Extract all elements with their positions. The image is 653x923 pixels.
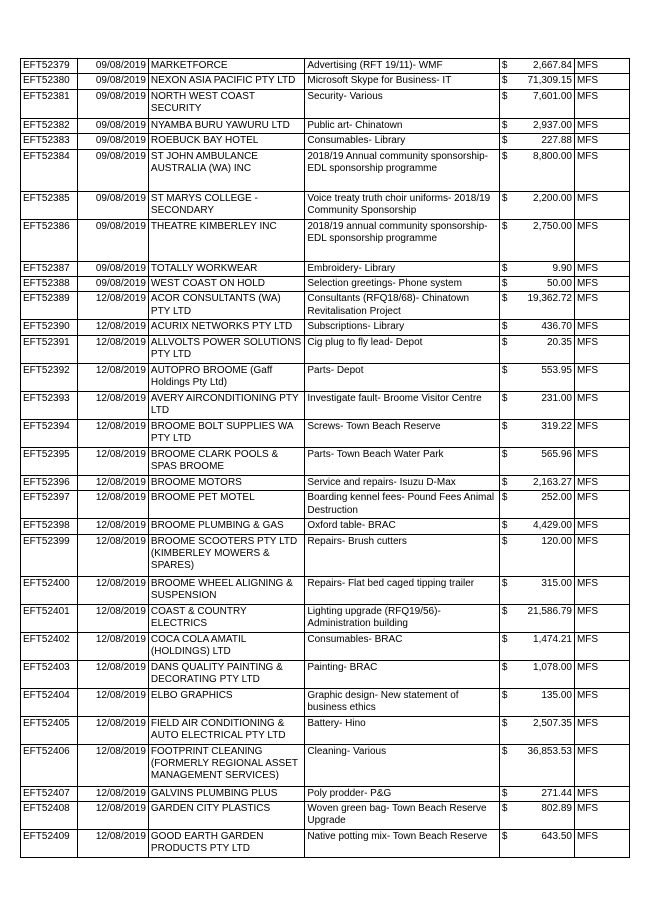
eft-number: EFT52407 [21,786,78,801]
eft-number: EFT52387 [21,261,78,276]
payment-amount: 50.00 [509,277,575,292]
payee-name: COAST & COUNTRY ELECTRICS [148,604,304,632]
payment-amount: 20.35 [509,335,575,363]
payment-date: 09/08/2019 [78,74,149,89]
payment-date: 12/08/2019 [78,391,149,419]
eft-number: EFT52381 [21,89,78,118]
table-row [21,716,630,744]
payment-date: 12/08/2019 [78,447,149,475]
payment-description: Parts- Town Beach Water Park [305,447,500,475]
payment-amount: 231.00 [509,391,575,419]
currency-symbol: $ [499,632,509,660]
department-code: MFS [574,534,629,576]
payment-amount: 2,507.35 [509,716,575,744]
payment-description: Security- Various [305,89,500,118]
payee-name: GOOD EARTH GARDEN PRODUCTS PTY LTD [148,830,304,858]
payee-name: BROOME WHEEL ALIGNING & SUSPENSION [148,576,304,604]
table-row [21,744,630,786]
department-code: MFS [574,391,629,419]
payment-description: Parts- Depot [305,363,500,391]
eft-number: EFT52391 [21,335,78,363]
currency-symbol: $ [499,491,509,519]
payment-amount: 565.96 [509,447,575,475]
payment-amount: 4,429.00 [509,519,575,534]
payee-name: NYAMBA BURU YAWURU LTD [148,118,304,133]
payment-date: 09/08/2019 [78,134,149,149]
payment-date: 12/08/2019 [78,802,149,830]
eft-number: EFT52392 [21,363,78,391]
eft-number: EFT52405 [21,716,78,744]
eft-number: EFT52383 [21,134,78,149]
payment-amount: 8,800.00 [509,149,575,191]
payment-description: Service and repairs- Isuzu D-Max [305,475,500,490]
currency-symbol: $ [499,149,509,191]
table-row [21,632,630,660]
currency-symbol: $ [499,363,509,391]
payment-description: Consumables- BRAC [305,632,500,660]
department-code: MFS [574,802,629,830]
payee-name: NEXON ASIA PACIFIC PTY LTD [148,74,304,89]
payment-description: 2018/19 Annual community sponsorship- EDL sponsorship programme [305,149,500,191]
payment-amount: 21,586.79 [509,604,575,632]
payment-date: 12/08/2019 [78,491,149,519]
table-row [21,59,630,74]
table-row [21,534,630,576]
table-row [21,320,630,335]
eft-number: EFT52388 [21,277,78,292]
currency-symbol: $ [499,59,509,74]
payment-date: 12/08/2019 [78,830,149,858]
table-row [21,491,630,519]
payment-description: Battery- Hino [305,716,500,744]
payment-description: Native potting mix- Town Beach Reserve [305,830,500,858]
payee-name: ALLVOLTS POWER SOLUTIONS PTY LTD [148,335,304,363]
table-row [21,219,630,261]
payment-date: 09/08/2019 [78,149,149,191]
table-row [21,261,630,276]
table-row [21,419,630,447]
payment-description: Poly prodder- P&G [305,786,500,801]
payments-table-body [21,59,630,858]
payment-date: 12/08/2019 [78,688,149,716]
department-code: MFS [574,277,629,292]
payment-amount: 71,309.15 [509,74,575,89]
payment-date: 12/08/2019 [78,744,149,786]
department-code: MFS [574,59,629,74]
eft-number: EFT52402 [21,632,78,660]
payment-amount: 7,601.00 [509,89,575,118]
eft-number: EFT52403 [21,660,78,688]
department-code: MFS [574,149,629,191]
eft-number: EFT52409 [21,830,78,858]
payment-date: 12/08/2019 [78,786,149,801]
department-code: MFS [574,786,629,801]
currency-symbol: $ [499,744,509,786]
payment-date: 12/08/2019 [78,716,149,744]
payment-date: 12/08/2019 [78,519,149,534]
eft-number: EFT52396 [21,475,78,490]
payment-description: Microsoft Skype for Business- IT [305,74,500,89]
department-code: MFS [574,716,629,744]
currency-symbol: $ [499,292,509,320]
department-code: MFS [574,604,629,632]
currency-symbol: $ [499,134,509,149]
table-row [21,89,630,118]
payment-amount: 553.95 [509,363,575,391]
department-code: MFS [574,261,629,276]
department-code: MFS [574,830,629,858]
payment-description: Consumables- Library [305,134,500,149]
payment-date: 12/08/2019 [78,335,149,363]
department-code: MFS [574,89,629,118]
eft-number: EFT52384 [21,149,78,191]
payee-name: BROOME BOLT SUPPLIES WA PTY LTD [148,419,304,447]
payment-description: Voice treaty truth choir uniforms- 2018/19 Community Sponsorship [305,191,500,219]
payment-description: Subscriptions- Library [305,320,500,335]
payment-amount: 319.22 [509,419,575,447]
payment-description: Public art- Chinatown [305,118,500,133]
payment-date: 09/08/2019 [78,59,149,74]
eft-number: EFT52394 [21,419,78,447]
payee-name: ST JOHN AMBULANCE AUSTRALIA (WA) INC [148,149,304,191]
eft-number: EFT52404 [21,688,78,716]
payee-name: BROOME SCOOTERS PTY LTD (KIMBERLEY MOWERS & SPARES) [148,534,304,576]
payment-amount: 36,853.53 [509,744,575,786]
payee-name: GARDEN CITY PLASTICS [148,802,304,830]
eft-number: EFT52397 [21,491,78,519]
payment-date: 09/08/2019 [78,89,149,118]
payee-name: ELBO GRAPHICS [148,688,304,716]
currency-symbol: $ [499,534,509,576]
eft-number: EFT52382 [21,118,78,133]
table-row [21,447,630,475]
payment-amount: 1,474.21 [509,632,575,660]
currency-symbol: $ [499,74,509,89]
eft-number: EFT52406 [21,744,78,786]
eft-number: EFT52390 [21,320,78,335]
payment-description: Consultants (RFQ18/68)- Chinatown Revitalisation Project [305,292,500,320]
payment-description: Lighting upgrade (RFQ19/56)- Administration building [305,604,500,632]
payee-name: ROEBUCK BAY HOTEL [148,134,304,149]
payee-name: FOOTPRINT CLEANING (FORMERLY REGIONAL ASSET MANAGEMENT SERVICES) [148,744,304,786]
eft-number: EFT52408 [21,802,78,830]
payee-name: BROOME PET MOTEL [148,491,304,519]
department-code: MFS [574,363,629,391]
department-code: MFS [574,219,629,261]
table-row [21,191,630,219]
payee-name: BROOME CLARK POOLS & SPAS BROOME [148,447,304,475]
department-code: MFS [574,419,629,447]
payment-description: Oxford table- BRAC [305,519,500,534]
payment-date: 09/08/2019 [78,277,149,292]
payment-date: 12/08/2019 [78,576,149,604]
currency-symbol: $ [499,786,509,801]
payment-amount: 315.00 [509,576,575,604]
currency-symbol: $ [499,335,509,363]
department-code: MFS [574,74,629,89]
payment-description: Repairs- Brush cutters [305,534,500,576]
currency-symbol: $ [499,219,509,261]
currency-symbol: $ [499,419,509,447]
currency-symbol: $ [499,576,509,604]
payment-date: 12/08/2019 [78,632,149,660]
payment-amount: 1,078.00 [509,660,575,688]
payment-description: Selection greetings- Phone system [305,277,500,292]
eft-number: EFT52380 [21,74,78,89]
department-code: MFS [574,632,629,660]
payment-date: 09/08/2019 [78,261,149,276]
eft-number: EFT52385 [21,191,78,219]
eft-number: EFT52386 [21,219,78,261]
department-code: MFS [574,660,629,688]
payment-amount: 227.88 [509,134,575,149]
payment-description: 2018/19 annual community sponsorship- EDL sponsorship programme [305,219,500,261]
table-row [21,292,630,320]
table-row [21,335,630,363]
table-row [21,802,630,830]
currency-symbol: $ [499,118,509,133]
payment-date: 12/08/2019 [78,604,149,632]
department-code: MFS [574,491,629,519]
payee-name: AVERY AIRCONDITIONING PTY LTD [148,391,304,419]
payee-name: TOTALLY WORKWEAR [148,261,304,276]
table-row [21,277,630,292]
table-row [21,660,630,688]
table-row [21,134,630,149]
payment-amount: 135.00 [509,688,575,716]
department-code: MFS [574,519,629,534]
payment-amount: 19,362.72 [509,292,575,320]
payee-name: COCA COLA AMATIL (HOLDINGS) LTD [148,632,304,660]
payee-name: BROOME PLUMBING & GAS [148,519,304,534]
table-row [21,688,630,716]
department-code: MFS [574,335,629,363]
currency-symbol: $ [499,830,509,858]
eft-number: EFT52389 [21,292,78,320]
currency-symbol: $ [499,261,509,276]
payee-name: MARKETFORCE [148,59,304,74]
payment-amount: 802.89 [509,802,575,830]
table-row [21,519,630,534]
table-row [21,830,630,858]
table-row [21,149,630,191]
department-code: MFS [574,744,629,786]
payment-date: 12/08/2019 [78,475,149,490]
payment-description: Repairs- Flat bed caged tipping trailer [305,576,500,604]
currency-symbol: $ [499,320,509,335]
payment-amount: 252.00 [509,491,575,519]
currency-symbol: $ [499,277,509,292]
table-row [21,74,630,89]
currency-symbol: $ [499,660,509,688]
payee-name: NORTH WEST COAST SECURITY [148,89,304,118]
payment-date: 09/08/2019 [78,118,149,133]
payee-name: ACURIX NETWORKS PTY LTD [148,320,304,335]
payment-date: 12/08/2019 [78,534,149,576]
payment-description: Woven green bag- Town Beach Reserve Upgrade [305,802,500,830]
payment-date: 09/08/2019 [78,191,149,219]
eft-number: EFT52399 [21,534,78,576]
table-row [21,576,630,604]
department-code: MFS [574,134,629,149]
currency-symbol: $ [499,89,509,118]
eft-number: EFT52401 [21,604,78,632]
table-row [21,475,630,490]
currency-symbol: $ [499,604,509,632]
payment-date: 12/08/2019 [78,320,149,335]
payment-amount: 2,163.27 [509,475,575,490]
department-code: MFS [574,475,629,490]
table-row [21,786,630,801]
department-code: MFS [574,320,629,335]
payment-date: 12/08/2019 [78,363,149,391]
payment-description: Cleaning- Various [305,744,500,786]
payee-name: FIELD AIR CONDITIONING & AUTO ELECTRICAL PTY LTD [148,716,304,744]
payee-name: AUTOPRO BROOME (Gaff Holdings Pty Ltd) [148,363,304,391]
department-code: MFS [574,191,629,219]
payment-amount: 9.90 [509,261,575,276]
payee-name: ST MARYS COLLEGE - SECONDARY [148,191,304,219]
currency-symbol: $ [499,519,509,534]
payment-amount: 436.70 [509,320,575,335]
eft-number: EFT52398 [21,519,78,534]
payee-name: WEST COAST ON HOLD [148,277,304,292]
payment-amount: 2,937.00 [509,118,575,133]
payment-amount: 120.00 [509,534,575,576]
payment-description: Investigate fault- Broome Visitor Centre [305,391,500,419]
table-row [21,604,630,632]
payment-date: 12/08/2019 [78,292,149,320]
currency-symbol: $ [499,475,509,490]
table-row [21,391,630,419]
payee-name: BROOME MOTORS [148,475,304,490]
currency-symbol: $ [499,191,509,219]
payment-description: Screws- Town Beach Reserve [305,419,500,447]
payment-description: Graphic design- New statement of business ethics [305,688,500,716]
currency-symbol: $ [499,716,509,744]
currency-symbol: $ [499,391,509,419]
payment-description: Boarding kennel fees- Pound Fees Animal Destruction [305,491,500,519]
payee-name: DANS QUALITY PAINTING & DECORATING PTY LTD [148,660,304,688]
department-code: MFS [574,292,629,320]
table-row [21,363,630,391]
payment-description: Cig plug to fly lead- Depot [305,335,500,363]
eft-number: EFT52393 [21,391,78,419]
department-code: MFS [574,688,629,716]
payment-date: 09/08/2019 [78,219,149,261]
payment-description: Embroidery- Library [305,261,500,276]
eft-number: EFT52379 [21,59,78,74]
payment-date: 12/08/2019 [78,660,149,688]
payment-description: Painting- BRAC [305,660,500,688]
payment-amount: 2,750.00 [509,219,575,261]
payee-name: GALVINS PLUMBING PLUS [148,786,304,801]
payment-amount: 643.50 [509,830,575,858]
payment-amount: 2,667.84 [509,59,575,74]
payment-description: Advertising (RFT 19/11)- WMF [305,59,500,74]
payment-amount: 2,200.00 [509,191,575,219]
payee-name: THEATRE KIMBERLEY INC [148,219,304,261]
payment-amount: 271.44 [509,786,575,801]
eft-number: EFT52395 [21,447,78,475]
eft-number: EFT52400 [21,576,78,604]
payments-table [20,58,630,858]
payment-date: 12/08/2019 [78,419,149,447]
currency-symbol: $ [499,802,509,830]
department-code: MFS [574,576,629,604]
currency-symbol: $ [499,688,509,716]
currency-symbol: $ [499,447,509,475]
department-code: MFS [574,447,629,475]
department-code: MFS [574,118,629,133]
payee-name: ACOR CONSULTANTS (WA) PTY LTD [148,292,304,320]
table-row [21,118,630,133]
